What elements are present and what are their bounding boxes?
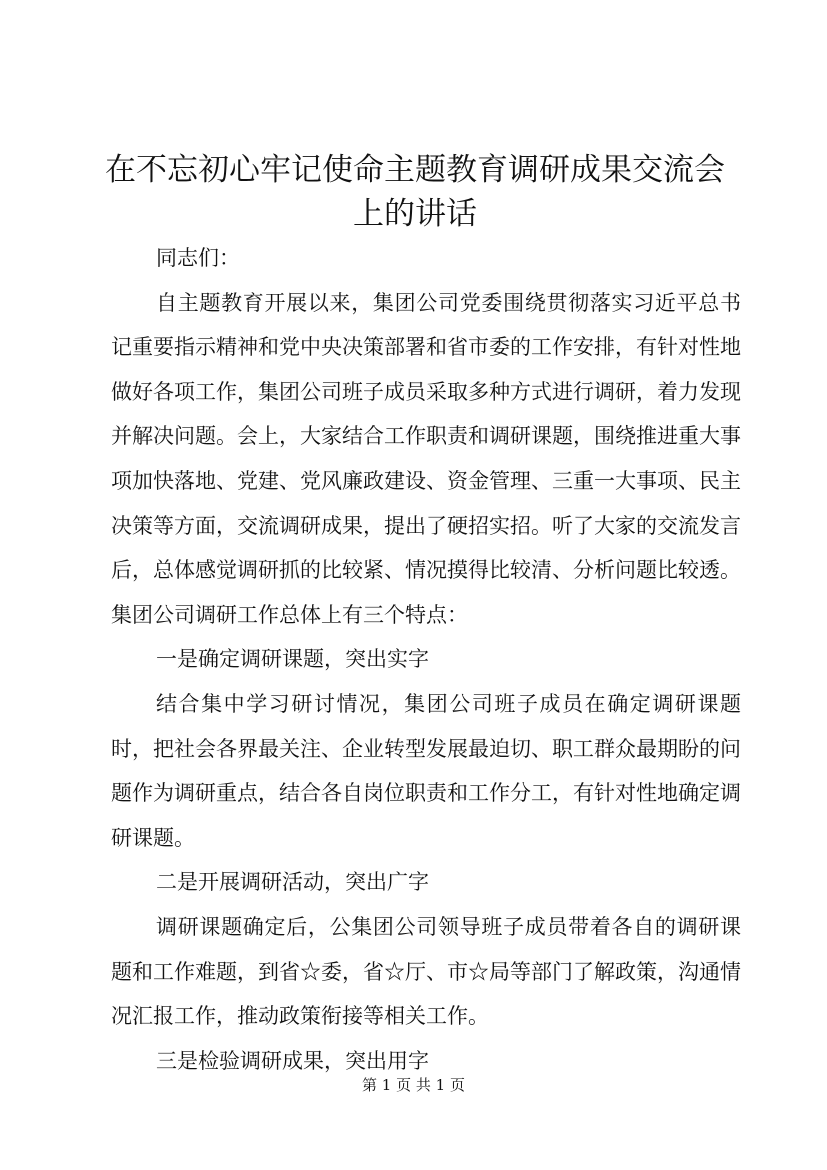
paragraph-section-1: 结合集中学习研讨情况，集团公司班子成员在确定调研课题时，把社会各界最关注、企业转型发展最迫切、职工群众最期盼的问题作为调研重点，结合各自岗位职责和工作分工，有针对性地确定调研课题。 — [111, 691, 741, 850]
section-heading-1: 一是确定调研课题，突出实字 — [156, 647, 429, 672]
paragraph-salutation: 同志们： — [156, 246, 240, 270]
paragraph-intro: 自主题教育开展以来，集团公司党委围绕贯彻落实习近平总书记重要指示精神和党中央决策部署和省市委的工作安排，有针对性地做好各项工作，集团公司班子成员采取多种方式进行调研，着力发现并解决问题。会上，大家结合工作职责和调研课题，围绕推进重大事项加快落地、党建、党风廉政建设、资金管理、三重一大事项、民主决策等方面，交流调研成果，提出了硬招实招。听了大家的交流发言后，总体感觉调研抓的比较紧、情况摸得比较清、分析问题比较透。集团公司调研工作总体上有三个特点： — [111, 290, 741, 627]
section-heading-3: 三是检验调研成果，突出用字 — [156, 1048, 429, 1073]
document-title: 在不忘初心牢记使命主题教育调研成果交流会上的讲话 — [105, 152, 725, 232]
document-body — [111, 236, 741, 1083]
section-heading-2: 二是开展调研活动，突出广字 — [156, 870, 429, 895]
page-number-footer: 第 1 页 共 1 页 — [362, 1076, 465, 1094]
paragraph-section-2: 调研课题确定后，公集团公司领导班子成员带着各自的调研课题和工作难题，到省☆委，省☆厅、市☆局等部门了解政策，沟通情况汇报工作，推动政策衔接等相关工作。 — [111, 914, 741, 1029]
